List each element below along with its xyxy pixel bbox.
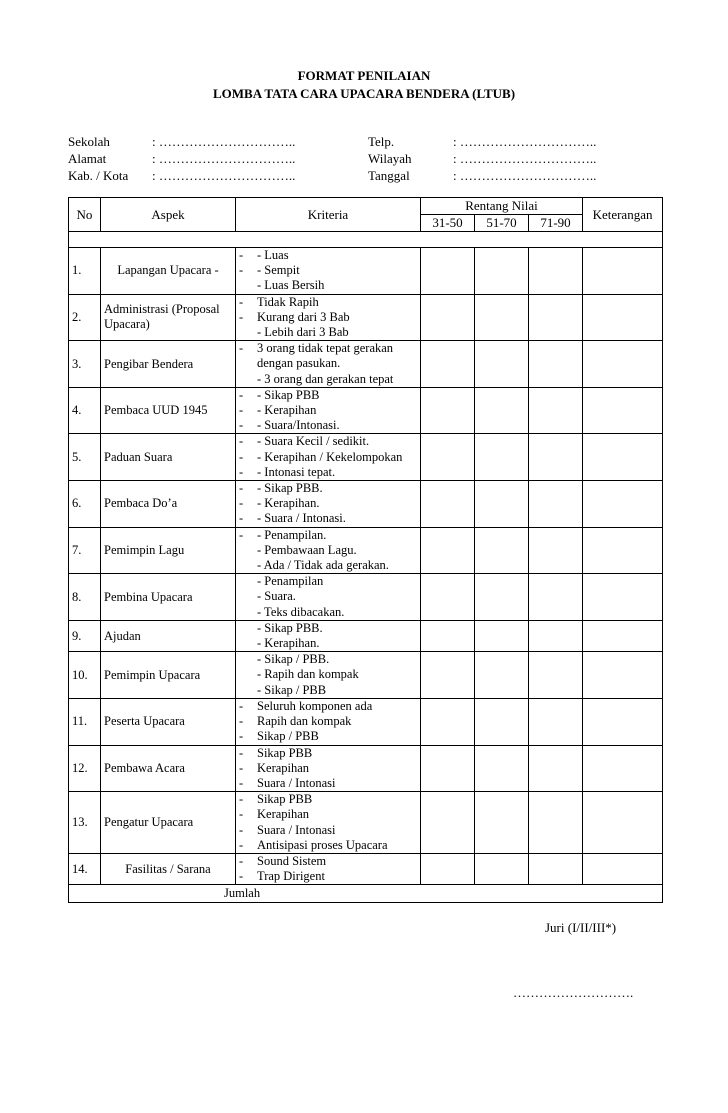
kriteria-marker: - — [239, 464, 244, 479]
row-aspek: Lapangan Upacara - — [101, 248, 236, 295]
kriteria-marker: - — [239, 387, 244, 402]
cell-score-31-50[interactable] — [421, 792, 475, 854]
kriteria-text: - Sikap PBB. — [257, 620, 323, 635]
cell-score-31-50[interactable] — [421, 434, 475, 481]
row-kriteria — [236, 387, 421, 434]
kriteria-marker: - — [239, 496, 244, 511]
kriteria-text: Tidak Rapih — [257, 294, 319, 309]
row-no: 4. — [69, 387, 101, 434]
header-no: No — [69, 198, 101, 232]
spacer-row — [69, 232, 663, 248]
kriteria-text: Seluruh komponen ada — [257, 698, 373, 713]
cell-keterangan[interactable] — [583, 434, 663, 481]
kriteria-text: - Ada / Tidak ada gerakan. — [257, 558, 389, 573]
cell-score-51-70[interactable] — [475, 652, 529, 699]
kriteria-marker: - — [239, 760, 244, 775]
row-no: 2. — [69, 294, 101, 341]
cell-score-31-50[interactable] — [421, 387, 475, 434]
cell-score-71-90[interactable] — [529, 387, 583, 434]
row-kriteria — [236, 434, 421, 481]
kriteria-line — [239, 776, 417, 791]
cell-score-71-90[interactable] — [529, 434, 583, 481]
kriteria-line — [239, 496, 417, 511]
kriteria-marker: - — [239, 403, 244, 418]
table-row — [69, 527, 663, 574]
kriteria-line — [239, 605, 417, 620]
kriteria-line — [239, 481, 417, 496]
row-no: 7. — [69, 527, 101, 574]
kriteria-text: Rapih dan kompak — [257, 714, 352, 729]
kriteria-line — [239, 341, 417, 356]
kriteria-text: - Sikap PBB. — [257, 481, 323, 496]
kriteria-marker: - — [239, 729, 244, 744]
kriteria-text: - Intonasi tepat. — [257, 464, 336, 479]
row-kriteria — [236, 527, 421, 574]
cell-score-51-70[interactable] — [475, 792, 529, 854]
kriteria-line — [239, 465, 417, 480]
cell-keterangan[interactable] — [583, 745, 663, 792]
table-row — [69, 387, 663, 434]
kriteria-line — [239, 589, 417, 604]
kriteria-line — [239, 683, 417, 698]
row-no: 10. — [69, 652, 101, 699]
row-kriteria — [236, 745, 421, 792]
info-label-alamat: Alamat — [68, 151, 107, 166]
table-row — [69, 574, 663, 621]
cell-score-31-50[interactable] — [421, 853, 475, 884]
row-aspek: Pengatur Upacara — [101, 792, 236, 854]
cell-keterangan[interactable] — [583, 341, 663, 388]
kriteria-text: - Sikap PBB — [257, 387, 320, 402]
kriteria-line — [239, 652, 417, 667]
row-no: 5. — [69, 434, 101, 481]
header-range-1: 31-50 — [421, 215, 475, 232]
row-aspek: Pengibar Bendera — [101, 341, 236, 388]
kriteria-line — [239, 792, 417, 807]
assessment-table — [68, 197, 663, 903]
cell-score-71-90[interactable] — [529, 792, 583, 854]
total-row — [69, 885, 663, 903]
kriteria-line — [239, 418, 417, 433]
row-aspek: Pemimpin Lagu — [101, 527, 236, 574]
row-aspek: Fasilitas / Sarana — [101, 853, 236, 884]
kriteria-text: - Sikap / PBB. — [257, 652, 330, 667]
info-label-wilayah: Wilayah — [368, 151, 412, 166]
cell-score-71-90[interactable] — [529, 294, 583, 341]
signature-line[interactable]: ………………………. — [513, 985, 634, 1000]
info-label-telp: Telp. — [368, 134, 395, 149]
cell-keterangan[interactable] — [583, 620, 663, 651]
kriteria-line — [239, 372, 417, 387]
form-title: FORMAT PENILAIAN — [297, 68, 431, 83]
kriteria-line — [239, 403, 417, 418]
kriteria-text: - Luas Bersih — [257, 278, 325, 293]
cell-score-71-90[interactable] — [529, 248, 583, 295]
kriteria-line — [239, 574, 417, 589]
kriteria-marker: - — [239, 418, 244, 433]
kriteria-line — [239, 388, 417, 403]
cell-keterangan[interactable] — [583, 792, 663, 854]
row-aspek: Pembaca Do’a — [101, 481, 236, 528]
kriteria-line — [239, 729, 417, 744]
kriteria-marker: - — [239, 837, 244, 852]
kriteria-text: - Suara. — [257, 589, 296, 604]
row-aspek: Paduan Suara — [101, 434, 236, 481]
kriteria-line — [239, 558, 417, 573]
cell-score-31-50[interactable] — [421, 481, 475, 528]
cell-score-71-90[interactable] — [529, 481, 583, 528]
cell-score-51-70[interactable] — [475, 294, 529, 341]
kriteria-text: Kerapihan — [257, 760, 310, 775]
total-label: Jumlah — [69, 885, 663, 903]
cell-score-71-90[interactable] — [529, 620, 583, 651]
row-kriteria — [236, 698, 421, 745]
kriteria-marker: - — [239, 869, 244, 884]
kriteria-text: - Suara Kecil / sedikit. — [257, 434, 370, 449]
cell-score-51-70[interactable] — [475, 434, 529, 481]
row-no: 8. — [69, 574, 101, 621]
kriteria-marker: - — [239, 294, 244, 309]
kriteria-text: Kurang dari 3 Bab — [257, 309, 350, 324]
kriteria-text: - Penampilan — [257, 574, 324, 589]
table-row — [69, 745, 663, 792]
row-kriteria — [236, 294, 421, 341]
cell-score-51-70[interactable] — [475, 745, 529, 792]
kriteria-text: - Kerapihan. — [257, 636, 320, 651]
header-range-2: 51-70 — [475, 215, 529, 232]
info-value-tanggal[interactable]: : ………………………….. — [453, 168, 597, 183]
kriteria-text: - Sempit — [257, 263, 300, 278]
header-range-3: 71-90 — [529, 215, 583, 232]
row-aspek: Pembaca UUD 1945 — [101, 387, 236, 434]
kriteria-marker: - — [239, 853, 244, 868]
kriteria-text: - Pembawaan Lagu. — [257, 542, 357, 557]
cell-score-71-90[interactable] — [529, 853, 583, 884]
kriteria-text: - Kerapihan. — [257, 496, 320, 511]
cell-keterangan[interactable] — [583, 574, 663, 621]
kriteria-line — [239, 295, 417, 310]
cell-score-31-50[interactable] — [421, 745, 475, 792]
kriteria-marker: - — [239, 807, 244, 822]
cell-score-51-70[interactable] — [475, 481, 529, 528]
cell-keterangan[interactable] — [583, 652, 663, 699]
kriteria-marker: - — [239, 822, 244, 837]
kriteria-line — [239, 854, 417, 869]
cell-score-31-50[interactable] — [421, 574, 475, 621]
cell-score-71-90[interactable] — [529, 527, 583, 574]
row-kriteria — [236, 792, 421, 854]
form-subtitle: LOMBA TATA CARA UPACARA BENDERA (LTUB) — [212, 86, 516, 101]
cell-score-31-50[interactable] — [421, 620, 475, 651]
kriteria-text: Sikap PBB — [257, 792, 313, 807]
cell-score-51-70[interactable] — [475, 620, 529, 651]
kriteria-text: - Luas — [257, 248, 289, 262]
cell-score-71-90[interactable] — [529, 574, 583, 621]
kriteria-line — [239, 869, 417, 884]
kriteria-marker: - — [239, 511, 244, 526]
row-no: 9. — [69, 620, 101, 651]
kriteria-text: Suara / Intonasi — [257, 775, 336, 790]
cell-score-31-50[interactable] — [421, 294, 475, 341]
kriteria-line — [239, 807, 417, 822]
kriteria-marker: - — [239, 698, 244, 713]
kriteria-marker: - — [239, 248, 244, 262]
row-kriteria — [236, 341, 421, 388]
kriteria-text: Antisipasi proses Upacara — [257, 837, 388, 852]
kriteria-marker: - — [239, 449, 244, 464]
cell-score-71-90[interactable] — [529, 745, 583, 792]
kriteria-text: - Kerapihan — [257, 403, 317, 418]
table-row — [69, 434, 663, 481]
row-kriteria — [236, 853, 421, 884]
row-no: 6. — [69, 481, 101, 528]
table-row — [69, 853, 663, 884]
info-label-kota: Kab. / Kota — [68, 168, 129, 183]
info-value-telp[interactable]: : ………………………….. — [453, 134, 597, 149]
kriteria-text: - Rapih dan kompak — [257, 667, 359, 682]
cell-keterangan[interactable] — [583, 248, 663, 295]
kriteria-line — [239, 636, 417, 651]
cell-score-71-90[interactable] — [529, 652, 583, 699]
cell-score-71-90[interactable] — [529, 341, 583, 388]
header-rentang-nilai: Rentang Nilai — [421, 198, 583, 215]
kriteria-line — [239, 543, 417, 558]
kriteria-marker: - — [239, 263, 244, 278]
kriteria-line — [239, 761, 417, 776]
spacer-cell — [69, 232, 663, 248]
kriteria-marker: - — [239, 527, 244, 542]
row-kriteria — [236, 574, 421, 621]
cell-score-31-50[interactable] — [421, 248, 475, 295]
cell-score-51-70[interactable] — [475, 853, 529, 884]
cell-keterangan[interactable] — [583, 294, 663, 341]
kriteria-marker: - — [239, 792, 244, 807]
cell-score-51-70[interactable] — [475, 341, 529, 388]
table-row — [69, 620, 663, 651]
row-no: 1. — [69, 248, 101, 295]
juri-label: Juri (I/II/III*) — [545, 920, 617, 935]
kriteria-line — [239, 838, 417, 853]
header-keterangan: Keterangan — [583, 198, 663, 232]
info-label-tanggal: Tanggal — [368, 168, 410, 183]
kriteria-line — [239, 248, 417, 263]
row-no: 13. — [69, 792, 101, 854]
cell-score-31-50[interactable] — [421, 652, 475, 699]
cell-score-51-70[interactable] — [475, 574, 529, 621]
kriteria-text: - 3 orang dan gerakan tepat — [257, 371, 394, 386]
cell-keterangan[interactable] — [583, 853, 663, 884]
cell-score-31-50[interactable] — [421, 527, 475, 574]
row-kriteria — [236, 481, 421, 528]
kriteria-text: Kerapihan — [257, 807, 310, 822]
table-row — [69, 698, 663, 745]
row-no: 11. — [69, 698, 101, 745]
kriteria-marker: - — [239, 309, 244, 324]
table-row — [69, 792, 663, 854]
table-row — [69, 652, 663, 699]
table-row — [69, 481, 663, 528]
kriteria-text: 3 orang tidak tepat gerakan — [257, 341, 394, 356]
kriteria-text: - Sikap / PBB — [257, 682, 327, 697]
kriteria-marker: - — [239, 481, 244, 496]
kriteria-text: - Suara / Intonasi. — [257, 511, 346, 526]
cell-keterangan[interactable] — [583, 698, 663, 745]
row-kriteria — [236, 248, 421, 295]
kriteria-line — [239, 310, 417, 325]
header-aspek: Aspek — [101, 198, 236, 232]
cell-score-51-70[interactable] — [475, 248, 529, 295]
kriteria-text: Suara / Intonasi — [257, 822, 336, 837]
kriteria-text: - Lebih dari 3 Bab — [257, 325, 349, 340]
kriteria-marker: - — [239, 775, 244, 790]
kriteria-line — [239, 325, 417, 340]
info-label-sekolah: Sekolah — [68, 134, 110, 149]
cell-score-71-90[interactable] — [529, 698, 583, 745]
cell-score-31-50[interactable] — [421, 341, 475, 388]
row-aspek: Pemimpin Upacara — [101, 652, 236, 699]
table-row — [69, 341, 663, 388]
kriteria-text: - Teks dibacakan. — [257, 604, 345, 619]
cell-keterangan[interactable] — [583, 387, 663, 434]
row-aspek: Administrasi (Proposal Upacara) — [101, 294, 236, 341]
row-no: 12. — [69, 745, 101, 792]
kriteria-line — [239, 823, 417, 838]
row-kriteria — [236, 620, 421, 651]
row-no: 3. — [69, 341, 101, 388]
kriteria-line — [239, 699, 417, 714]
info-value-alamat[interactable]: : ………………………….. — [152, 151, 296, 166]
row-aspek: Ajudan — [101, 620, 236, 651]
kriteria-text: - Suara/Intonasi. — [257, 418, 340, 433]
kriteria-marker: - — [239, 745, 244, 760]
info-value-wilayah[interactable]: : ………………………….. — [453, 151, 597, 166]
cell-keterangan[interactable] — [583, 481, 663, 528]
row-kriteria — [236, 652, 421, 699]
cell-score-51-70[interactable] — [475, 698, 529, 745]
kriteria-marker: - — [239, 341, 244, 356]
row-aspek: Pembawa Acara — [101, 745, 236, 792]
kriteria-marker: - — [239, 714, 244, 729]
kriteria-text: dengan pasukan. — [257, 356, 341, 371]
kriteria-text: Sound Sistem — [257, 853, 327, 868]
kriteria-text: - Kerapihan / Kekelompokan — [257, 449, 403, 464]
kriteria-marker: - — [239, 434, 244, 449]
row-aspek: Pembina Upacara — [101, 574, 236, 621]
kriteria-line — [239, 621, 417, 636]
kriteria-text: Sikap PBB — [257, 745, 313, 760]
header-kriteria: Kriteria — [236, 198, 421, 232]
row-aspek: Peserta Upacara — [101, 698, 236, 745]
cell-keterangan[interactable] — [583, 527, 663, 574]
kriteria-line — [239, 511, 417, 526]
kriteria-line — [239, 746, 417, 761]
row-no: 14. — [69, 853, 101, 884]
cell-score-51-70[interactable] — [475, 387, 529, 434]
cell-score-31-50[interactable] — [421, 698, 475, 745]
table-row — [69, 294, 663, 341]
table-row — [69, 248, 663, 295]
info-value-sekolah[interactable]: : ………………………….. — [152, 134, 296, 149]
kriteria-line — [239, 528, 417, 543]
kriteria-line — [239, 450, 417, 465]
kriteria-line — [239, 714, 417, 729]
kriteria-text: - Penampilan. — [257, 527, 327, 542]
kriteria-text: Trap Dirigent — [257, 869, 325, 884]
kriteria-line — [239, 263, 417, 278]
cell-score-51-70[interactable] — [475, 527, 529, 574]
info-value-kota[interactable]: : ………………………….. — [152, 168, 296, 183]
kriteria-line — [239, 434, 417, 449]
kriteria-line — [239, 278, 417, 293]
kriteria-line — [239, 356, 417, 371]
kriteria-text: Sikap / PBB — [257, 729, 319, 744]
kriteria-line — [239, 667, 417, 682]
